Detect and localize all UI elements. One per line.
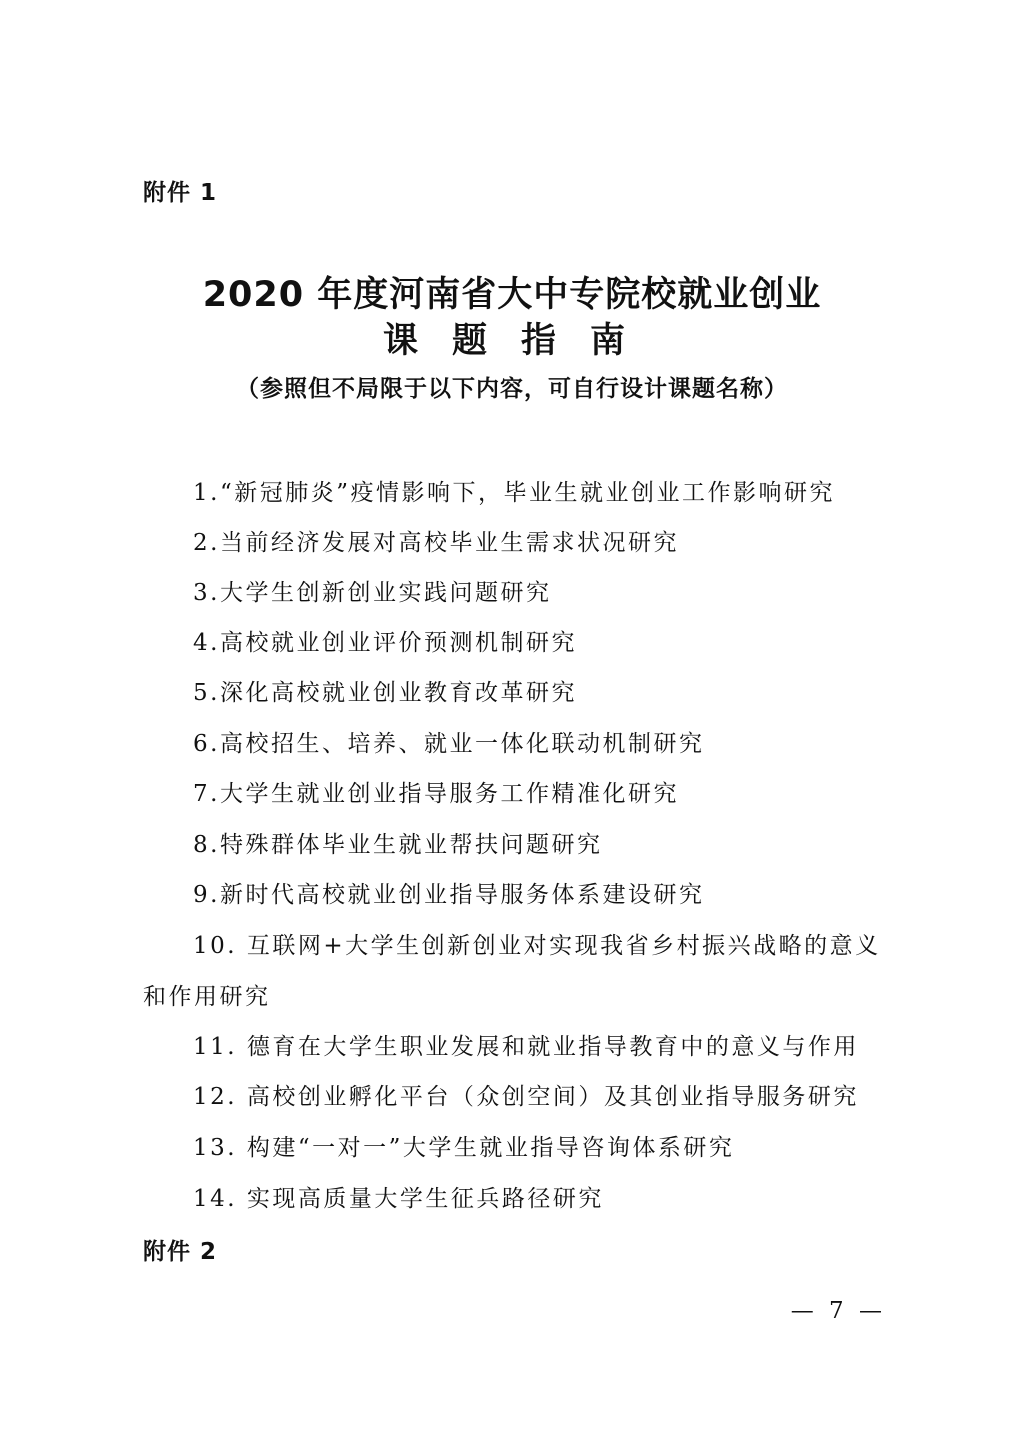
- topic-item-10: 10. 互联网+大学生创新创业对实现我省乡村振兴战略的意义: [193, 933, 881, 959]
- attachment-2-label: 附件 2: [143, 1239, 218, 1265]
- topic-item-11: 11. 德育在大学生职业发展和就业指导教育中的意义与作用: [193, 1034, 859, 1060]
- attachment-1-label: 附件 1: [143, 180, 218, 206]
- topic-item-2: 2.当前经济发展对高校毕业生需求状况研究: [193, 530, 679, 556]
- topic-item-4: 4.高校就业创业评价预测机制研究: [193, 630, 577, 656]
- topic-item-8: 8.特殊群体毕业生就业帮扶问题研究: [193, 832, 603, 858]
- document-title-line-2: 课题指南: [382, 321, 659, 361]
- topic-item-13: 13. 构建“一对一”大学生就业指导咨询体系研究: [193, 1135, 735, 1161]
- topic-item-14: 14. 实现高质量大学生征兵路径研究: [193, 1186, 604, 1212]
- topic-item-9: 9.新时代高校就业创业指导服务体系建设研究: [193, 882, 705, 908]
- page-number: — 7 —: [790, 1298, 886, 1324]
- topic-item-12: 12. 高校创业孵化平台（众创空间）及其创业指导服务研究: [193, 1084, 859, 1110]
- topic-item-3: 3.大学生创新创业实践问题研究: [193, 580, 552, 606]
- topic-item-5: 5.深化高校就业创业教育改革研究: [193, 680, 577, 706]
- topic-item-1: 1.“新冠肺炎”疫情影响下，毕业生就业创业工作影响研究: [193, 480, 835, 506]
- topic-item-7: 7.大学生就业创业指导服务工作精准化研究: [193, 781, 679, 807]
- topic-item-10-continuation: 和作用研究: [143, 984, 271, 1010]
- topic-item-6: 6.高校招生、培养、就业一体化联动机制研究: [193, 731, 705, 757]
- document-subtitle: （参照但不局限于以下内容，可自行设计课题名称）: [236, 376, 788, 402]
- document-title-line-1: 2020 年度河南省大中专院校就业创业: [202, 275, 822, 315]
